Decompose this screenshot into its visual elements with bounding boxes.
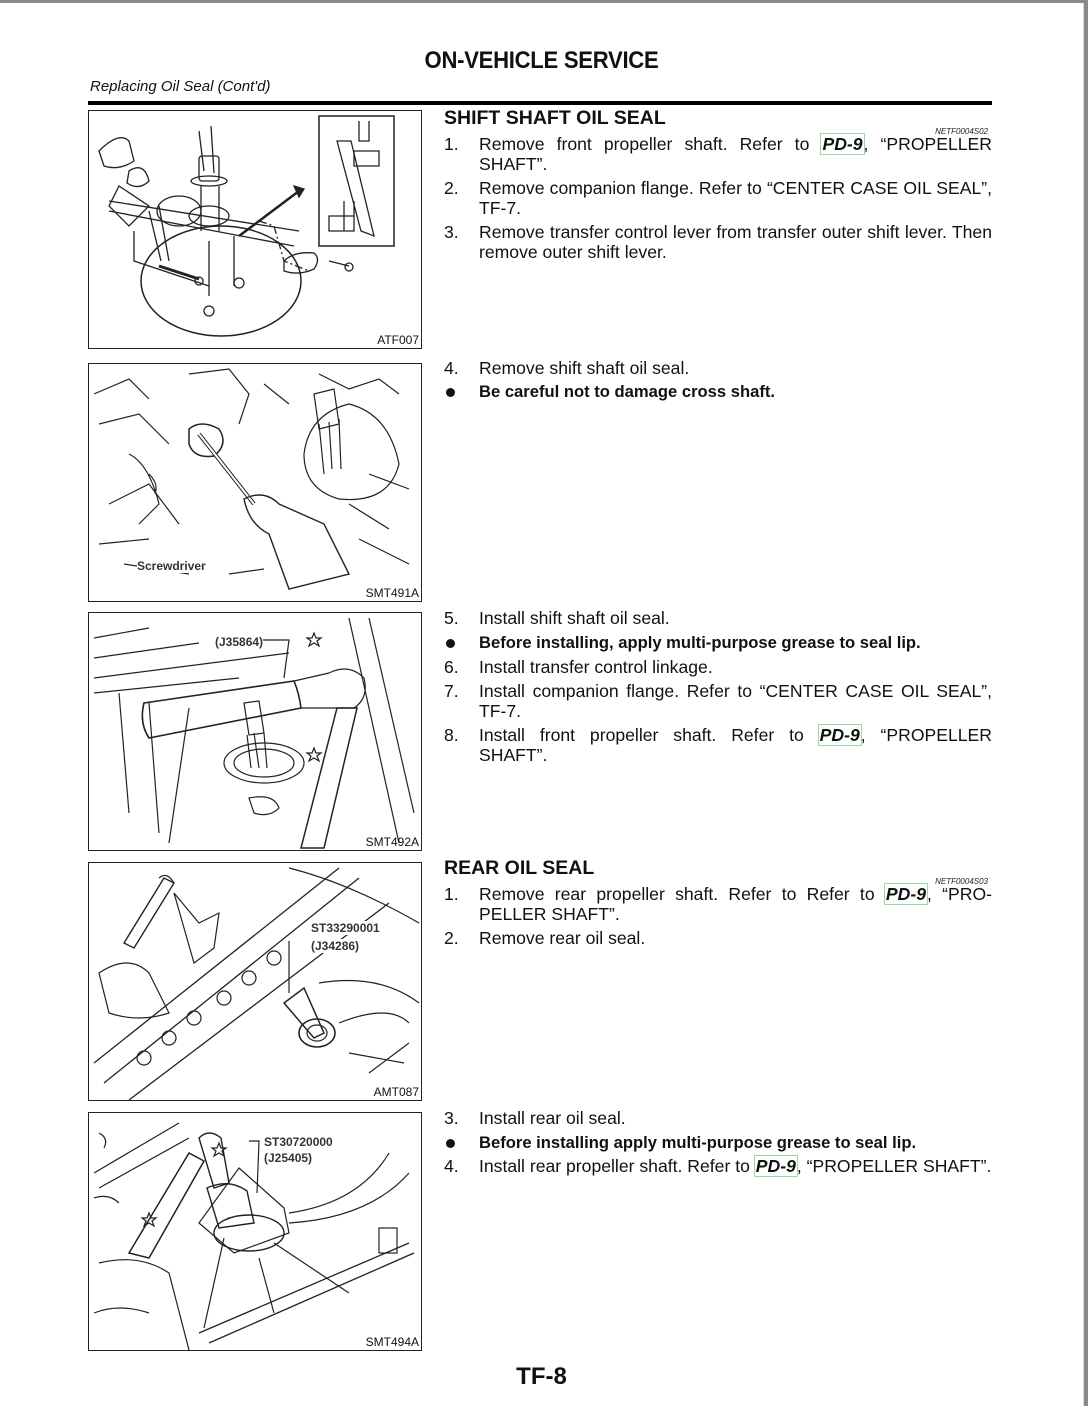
rear-seal-installer-illustration xyxy=(89,1113,421,1350)
figure-callout-label: (J34286) xyxy=(311,939,360,953)
caution-text: Be careful not to damage cross shaft. xyxy=(479,382,775,401)
pd9-link[interactable]: PD-9 xyxy=(885,884,926,904)
manual-page xyxy=(0,3,1084,1406)
section-ref-code: NETF0004S02 xyxy=(935,127,988,136)
caution-item xyxy=(444,382,992,402)
step-text: Remove companion flange. Refer to “CENTER CASE OIL SEAL”, TF-7. xyxy=(479,178,992,218)
step-number: 6. xyxy=(444,657,459,677)
figure-code: SMT494A xyxy=(365,1335,419,1349)
step-number: 7. xyxy=(444,681,459,701)
linkage-illustration xyxy=(89,111,421,348)
step-text: , “PROPELLER SHAFT”. xyxy=(479,725,992,765)
figure-atf007 xyxy=(88,110,422,349)
step-text: Remove transfer control lever from transfer outer shift lever. Then remove outer shift lever. xyxy=(479,222,992,262)
caution-item xyxy=(444,1133,992,1153)
step-number: 3. xyxy=(444,1108,459,1128)
bullet-icon xyxy=(446,1139,455,1148)
step-text: Remove front propeller shaft. Refer to xyxy=(479,134,822,154)
figure-code: AMT087 xyxy=(373,1085,419,1099)
bullet-icon xyxy=(446,639,455,648)
step-item xyxy=(444,358,992,378)
bullet-icon xyxy=(446,388,455,397)
rear-seal-removal-illustration xyxy=(89,863,421,1100)
step-item xyxy=(444,725,992,765)
step-text: , “PROPELLER SHAFT”. xyxy=(479,134,992,174)
step-item xyxy=(444,657,992,677)
step-number: 4. xyxy=(444,1156,459,1176)
page-subtitle: Replacing Oil Seal (Cont'd) xyxy=(90,78,271,95)
step-text: Install rear oil seal. xyxy=(479,1108,626,1128)
figure-smt491a xyxy=(88,363,422,602)
step-number: 1. xyxy=(444,134,459,154)
figure-callout-label: Screwdriver xyxy=(137,559,206,573)
step-number: 5. xyxy=(444,608,459,628)
pd9-link[interactable]: PD-9 xyxy=(819,725,860,745)
step-text: , “PRO-PELLER SHAFT”. xyxy=(479,884,992,924)
step-item xyxy=(444,134,992,174)
step-item xyxy=(444,1108,992,1128)
section-title-shift-shaft: SHIFT SHAFT OIL SEAL xyxy=(444,107,666,129)
step-number: 4. xyxy=(444,358,459,378)
figure-callout-label: (J25405) xyxy=(264,1151,313,1165)
step-text: Remove shift shaft oil seal. xyxy=(479,358,690,378)
page-number: TF-8 xyxy=(516,1363,567,1390)
step-text: , “PROPELLER SHAFT”. xyxy=(796,1156,992,1176)
step-item xyxy=(444,1156,992,1176)
step-item xyxy=(444,928,992,948)
figure-callout-label: (J35864) xyxy=(215,635,264,649)
step-text: Install front propeller shaft. Refer to xyxy=(479,725,819,745)
step-text: Remove rear oil seal. xyxy=(479,928,646,948)
step-number: 2. xyxy=(444,178,459,198)
figure-code: SMT492A xyxy=(365,835,419,849)
step-item xyxy=(444,608,992,628)
pd9-link[interactable]: PD-9 xyxy=(755,1156,796,1176)
step-number: 2. xyxy=(444,928,459,948)
figure-callout-label: ST33290001 xyxy=(311,921,380,935)
step-item xyxy=(444,681,992,721)
caution-text: Before installing apply multi-purpose grease to seal lip. xyxy=(479,1133,917,1152)
step-item xyxy=(444,884,992,924)
figure-smt494a xyxy=(88,1112,422,1351)
page-title: ON-VEHICLE SERVICE xyxy=(424,47,659,74)
step-text: Install companion flange. Refer to “CENTER CASE OIL SEAL”, TF-7. xyxy=(479,681,992,721)
pd9-link[interactable]: PD-9 xyxy=(822,134,863,154)
caution-item xyxy=(444,633,992,653)
header-rule xyxy=(88,101,992,105)
figure-amt087 xyxy=(88,862,422,1101)
section-title-rear-oil-seal: REAR OIL SEAL xyxy=(444,857,595,879)
figure-callout-label: ST30720000 xyxy=(264,1135,333,1149)
step-text: Install rear propeller shaft. Refer to xyxy=(479,1156,755,1176)
step-item xyxy=(444,222,992,262)
figure-code: ATF007 xyxy=(377,333,419,347)
step-text: Install shift shaft oil seal. xyxy=(479,608,670,628)
step-text: Remove rear propeller shaft. Refer to Refer to xyxy=(479,884,885,904)
step-number: 8. xyxy=(444,725,459,745)
step-number: 1. xyxy=(444,884,459,904)
step-text: Install transfer control linkage. xyxy=(479,657,713,677)
step-number: 3. xyxy=(444,222,459,242)
caution-text: Before installing, apply multi-purpose grease to seal lip. xyxy=(479,633,921,652)
figure-smt492a xyxy=(88,612,422,851)
section-ref-code: NETF0004S03 xyxy=(935,877,988,886)
step-item xyxy=(444,178,992,218)
figure-code: SMT491A xyxy=(365,586,419,600)
